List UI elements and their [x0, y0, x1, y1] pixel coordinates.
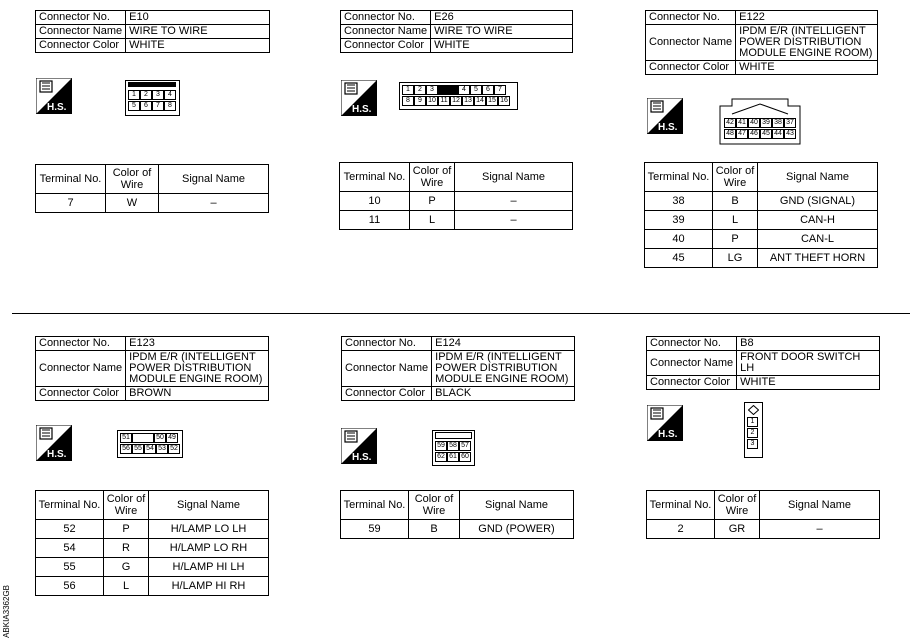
- header-terminal-no: Terminal No.: [645, 163, 713, 192]
- connector-no-value: E124: [432, 337, 575, 351]
- pin-cell: 37: [784, 118, 796, 128]
- hs-label: H.S.: [352, 104, 372, 115]
- terminal-no-cell: 52: [36, 520, 104, 539]
- signal-name-cell: ANT THEFT HORN: [758, 249, 878, 268]
- pin-cell: 48: [724, 129, 736, 139]
- connector-b8-face: [744, 402, 763, 458]
- signal-name-cell: CAN-H: [758, 211, 878, 230]
- wire-color-cell: P: [410, 192, 455, 211]
- pin-cell: 45: [760, 129, 772, 139]
- connector-e122-info: [645, 10, 878, 75]
- hs-icon: [36, 78, 72, 114]
- connector-color-value: WHITE: [737, 376, 880, 390]
- hs-label: H.S.: [658, 122, 678, 133]
- hs-icon: [341, 428, 377, 464]
- wire-color-cell: L: [410, 211, 455, 230]
- wire-color-cell: B: [409, 520, 460, 539]
- signal-name-cell: GND (POWER): [460, 520, 574, 539]
- header-signal-name: Signal Name: [460, 491, 574, 520]
- pin-cell: 43: [784, 129, 796, 139]
- connector-no-value: E123: [126, 337, 269, 351]
- label-connector-color: Connector Color: [646, 61, 736, 75]
- pin-cell: 8: [402, 96, 414, 106]
- table-row: [340, 211, 573, 230]
- pin-cell: 1: [402, 85, 414, 95]
- hs-icon: [647, 98, 683, 134]
- pin-cell: 2: [414, 85, 426, 95]
- header-terminal-no: Terminal No.: [340, 163, 410, 192]
- pin-cell: 39: [760, 118, 772, 128]
- wire-color-cell: B: [713, 192, 758, 211]
- header-color-of-wire: Color of Wire: [104, 491, 149, 520]
- connector-e123-terminals: [35, 490, 269, 596]
- signal-name-cell: H/LAMP LO RH: [149, 539, 269, 558]
- wire-color-cell: P: [713, 230, 758, 249]
- header-color-of-wire: Color of Wire: [715, 491, 760, 520]
- pin-cell: 55: [132, 444, 144, 454]
- table-row: [645, 249, 878, 268]
- header-signal-name: Signal Name: [758, 163, 878, 192]
- pin-cell: 57: [459, 441, 471, 451]
- terminal-no-cell: 55: [36, 558, 104, 577]
- table-row: [647, 520, 880, 539]
- terminal-no-cell: 38: [645, 192, 713, 211]
- pin-cell: 5: [128, 101, 140, 111]
- connector-e124-info: [341, 336, 575, 401]
- header-color-of-wire: Color of Wire: [409, 491, 460, 520]
- label-connector-color: Connector Color: [341, 39, 431, 53]
- section-divider: [12, 313, 910, 314]
- terminal-no-cell: 54: [36, 539, 104, 558]
- hs-label: H.S.: [352, 452, 372, 463]
- wire-color-cell: GR: [715, 520, 760, 539]
- table-row: [340, 192, 573, 211]
- pin-cell: 1: [128, 90, 140, 100]
- connector-e123-info: [35, 336, 269, 401]
- pin-cell: 40: [748, 118, 760, 128]
- pin-cell: 7: [152, 101, 164, 111]
- pin-cell: 56: [120, 444, 132, 454]
- hs-icon: [647, 405, 683, 441]
- pin-cell: 61: [447, 452, 459, 462]
- table-row: [36, 520, 269, 539]
- pin-cell: 62: [435, 452, 447, 462]
- pin-cell: 10: [426, 96, 438, 106]
- connector-e10-terminals: [35, 164, 269, 213]
- connector-color-value: BLACK: [432, 387, 575, 401]
- connector-e26-info: [340, 10, 573, 53]
- label-connector-color: Connector Color: [342, 387, 432, 401]
- hs-label: H.S.: [47, 449, 67, 460]
- signal-name-cell: H/LAMP HI LH: [149, 558, 269, 577]
- pin-cell: 46: [748, 129, 760, 139]
- pin-cell: 3: [152, 90, 164, 100]
- connector-name-value: IPDM E/R (INTELLIGENT POWER DISTRIBUTION MODULE ENGINE ROOM): [126, 351, 269, 387]
- label-connector-color: Connector Color: [647, 376, 737, 390]
- hs-icon: [341, 80, 377, 116]
- terminal-no-cell: 59: [341, 520, 409, 539]
- label-connector-name: Connector Name: [36, 351, 126, 387]
- signal-name-cell: –: [455, 192, 573, 211]
- pin-cell: 41: [736, 118, 748, 128]
- pin-cell: 15: [486, 96, 498, 106]
- table-row: [645, 211, 878, 230]
- connector-name-value: WIRE TO WIRE: [431, 25, 573, 39]
- wire-color-cell: R: [104, 539, 149, 558]
- wire-color-cell: LG: [713, 249, 758, 268]
- wire-color-cell: W: [106, 194, 159, 213]
- connector-e26-terminals: [339, 162, 573, 230]
- table-row: [645, 192, 878, 211]
- pin-cell: 44: [772, 129, 784, 139]
- terminal-no-cell: 56: [36, 577, 104, 596]
- pin-cell: 60: [459, 452, 471, 462]
- pin-cell: 1: [747, 417, 758, 427]
- pin-cell: 2: [140, 90, 152, 100]
- wire-color-cell: P: [104, 520, 149, 539]
- pin-cell: 7: [494, 85, 506, 95]
- header-signal-name: Signal Name: [760, 491, 880, 520]
- signal-name-cell: GND (SIGNAL): [758, 192, 878, 211]
- pin-cell: 13: [462, 96, 474, 106]
- header-terminal-no: Terminal No.: [341, 491, 409, 520]
- connector-e10-face: [125, 80, 180, 116]
- label-connector-no: Connector No.: [36, 337, 126, 351]
- label-connector-name: Connector Name: [647, 351, 737, 376]
- pin-cell: 50: [154, 433, 166, 443]
- header-terminal-no: Terminal No.: [647, 491, 715, 520]
- terminal-no-cell: 39: [645, 211, 713, 230]
- connector-no-value: E122: [736, 11, 878, 25]
- label-connector-color: Connector Color: [36, 387, 126, 401]
- connector-name-value: FRONT DOOR SWITCH LH: [737, 351, 880, 376]
- hs-label: H.S.: [47, 102, 67, 113]
- hs-label: H.S.: [658, 429, 678, 440]
- connector-e124-terminals: [340, 490, 574, 539]
- connector-e10-info: [35, 10, 270, 53]
- pin-cell: 4: [164, 90, 176, 100]
- label-connector-no: Connector No.: [647, 337, 737, 351]
- hs-icon: [36, 425, 72, 461]
- connector-b8-terminals: [646, 490, 880, 539]
- label-connector-no: Connector No.: [341, 11, 431, 25]
- connector-no-value: E26: [431, 11, 573, 25]
- pin-cell: 52: [168, 444, 180, 454]
- connector-b8-info: [646, 336, 880, 390]
- connector-color-value: BROWN: [126, 387, 269, 401]
- pin-cell: 38: [772, 118, 784, 128]
- pin-cell: 42: [724, 118, 736, 128]
- connector-no-value: B8: [737, 337, 880, 351]
- pin-key-slot: [438, 85, 458, 95]
- connector-color-value: WHITE: [126, 39, 270, 53]
- table-row: [341, 520, 574, 539]
- connector-name-value: IPDM E/R (INTELLIGENT POWER DISTRIBUTION MODULE ENGINE ROOM): [432, 351, 575, 387]
- terminal-no-cell: 45: [645, 249, 713, 268]
- table-row: [36, 577, 269, 596]
- header-color-of-wire: Color of Wire: [106, 165, 159, 194]
- header-terminal-no: Terminal No.: [36, 491, 104, 520]
- table-row: [36, 558, 269, 577]
- connector-name-value: IPDM E/R (INTELLIGENT POWER DISTRIBUTION MODULE ENGINE ROOM): [736, 25, 878, 61]
- signal-name-cell: CAN-L: [758, 230, 878, 249]
- signal-name-cell: H/LAMP LO LH: [149, 520, 269, 539]
- pin-cell: 9: [414, 96, 426, 106]
- terminal-no-cell: 11: [340, 211, 410, 230]
- pin-cell: 5: [470, 85, 482, 95]
- label-connector-name: Connector Name: [646, 25, 736, 61]
- label-connector-no: Connector No.: [646, 11, 736, 25]
- figure-code: ABKIA3362GB: [2, 585, 11, 638]
- label-connector-name: Connector Name: [341, 25, 431, 39]
- terminal-no-cell: 7: [36, 194, 106, 213]
- label-connector-no: Connector No.: [342, 337, 432, 351]
- pin-cell: 3: [747, 439, 758, 449]
- pin-cell: 51: [120, 433, 132, 443]
- table-row: [36, 539, 269, 558]
- pin-cell: 14: [474, 96, 486, 106]
- pin-cell: 53: [156, 444, 168, 454]
- signal-name-cell: –: [159, 194, 269, 213]
- pin-cell: 58: [447, 441, 459, 451]
- pin-cell: 6: [482, 85, 494, 95]
- header-color-of-wire: Color of Wire: [410, 163, 455, 192]
- pin-cell: 49: [166, 433, 178, 443]
- label-connector-color: Connector Color: [36, 39, 126, 53]
- label-connector-name: Connector Name: [342, 351, 432, 387]
- wire-color-cell: L: [104, 577, 149, 596]
- pin-cell: 8: [164, 101, 176, 111]
- wire-color-cell: G: [104, 558, 149, 577]
- label-connector-no: Connector No.: [36, 11, 126, 25]
- connector-color-value: WHITE: [736, 61, 878, 75]
- pin-cell: 3: [426, 85, 438, 95]
- label-connector-name: Connector Name: [36, 25, 126, 39]
- terminal-no-cell: 10: [340, 192, 410, 211]
- table-row: [36, 194, 269, 213]
- connector-color-value: WHITE: [431, 39, 573, 53]
- pin-cell: 6: [140, 101, 152, 111]
- signal-name-cell: –: [760, 520, 880, 539]
- pin-cell: 16: [498, 96, 510, 106]
- header-signal-name: Signal Name: [149, 491, 269, 520]
- pin-cell: 54: [144, 444, 156, 454]
- header-color-of-wire: Color of Wire: [713, 163, 758, 192]
- header-terminal-no: Terminal No.: [36, 165, 106, 194]
- pin-cell: 11: [438, 96, 450, 106]
- signal-name-cell: –: [455, 211, 573, 230]
- pin-key-slot: [132, 433, 154, 443]
- key-diamond-icon: [748, 405, 759, 415]
- table-row: [645, 230, 878, 249]
- connector-no-value: E10: [126, 11, 270, 25]
- signal-name-cell: H/LAMP HI RH: [149, 577, 269, 596]
- pin-cell: 12: [450, 96, 462, 106]
- connector-name-value: WIRE TO WIRE: [126, 25, 270, 39]
- pin-cell: 2: [747, 428, 758, 438]
- pin-cell: 4: [458, 85, 470, 95]
- connector-e123-face: [117, 430, 183, 458]
- wire-color-cell: L: [713, 211, 758, 230]
- pin-cell: 59: [435, 441, 447, 451]
- terminal-no-cell: 2: [647, 520, 715, 539]
- connector-e122-terminals: [644, 162, 878, 268]
- pin-cell: 47: [736, 129, 748, 139]
- terminal-no-cell: 40: [645, 230, 713, 249]
- connector-e124-face: [432, 430, 475, 466]
- header-signal-name: Signal Name: [159, 165, 269, 194]
- connector-e26-face: [399, 82, 518, 110]
- header-signal-name: Signal Name: [455, 163, 573, 192]
